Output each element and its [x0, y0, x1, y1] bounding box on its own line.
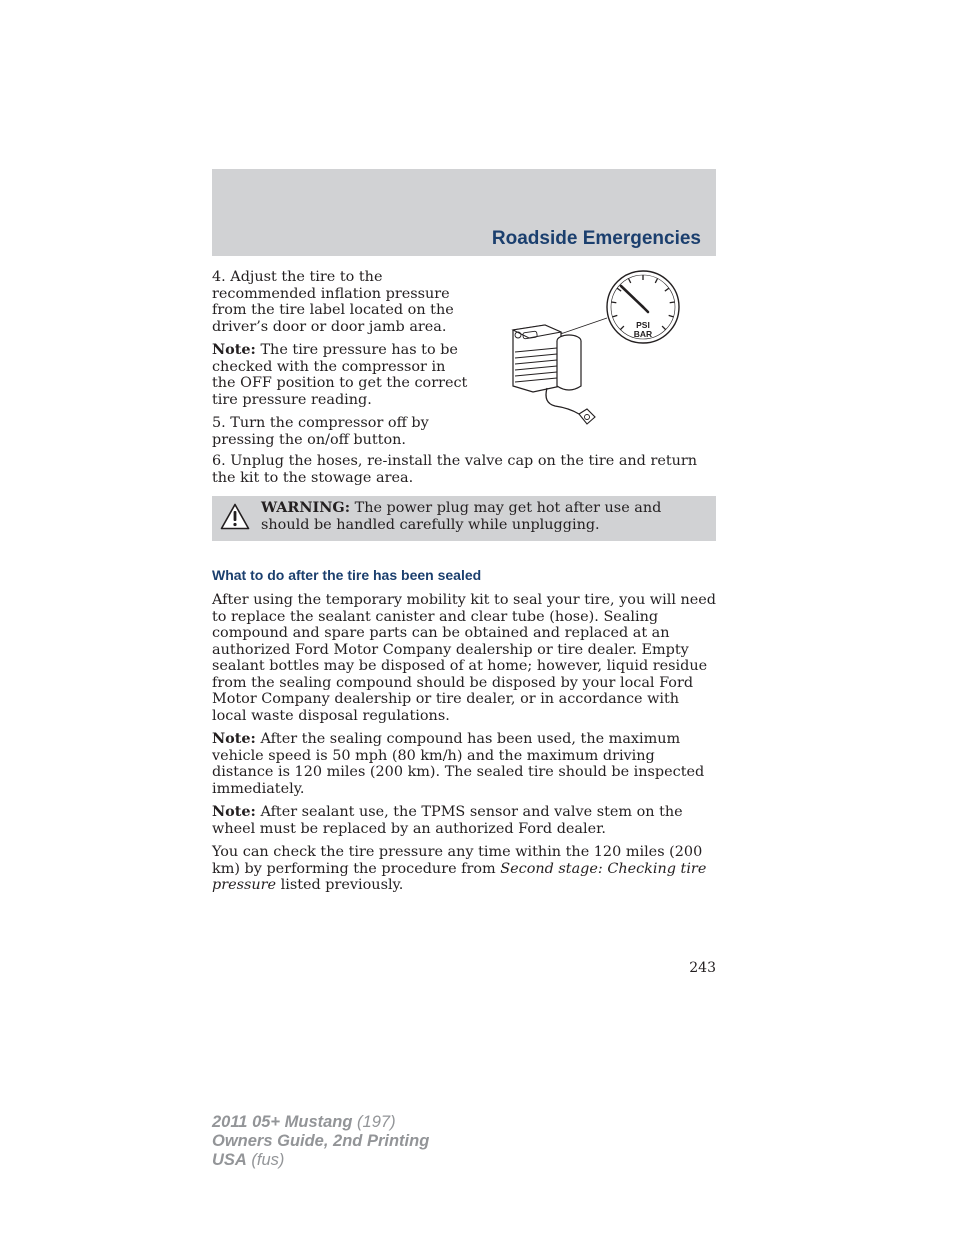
compressor-illustration-svg	[503, 268, 683, 430]
step-6: 6. Unplug the hoses, re-install the valve cap on the tire and return the kit to the stowage area.	[212, 453, 698, 486]
gauge-tick	[611, 302, 616, 303]
paragraph-replace-sealant: After using the temporary mobility kit to seal your tire, you will need to replace the sealant canister and clear tube (hose). Sealing compound and spare parts can be obtained and replaced at an authorized Ford Motor Company dealership or tire dealer. Empty sealant bottles may be disposed of at home; however, liquid residue from the sealing compound should be disposed by your local Ford Motor Company dealership or tire dealer, or in accordance with local waste disposal regulations.	[212, 592, 717, 724]
gauge-tick	[670, 302, 675, 303]
step-4: 4. Adjust the tire to the recommended inflation pressure from the tire label located on the driver’s door or door jamb area.	[212, 269, 454, 335]
cross-reference: Second stage: Checking tire pressure	[212, 860, 707, 893]
note-text: The tire pressure has to be checked with the compressor in the OFF position to get the correct tire pressure reading.	[212, 342, 468, 408]
steps-column	[212, 269, 472, 455]
footer-market: USA	[212, 1151, 247, 1169]
note-compressor-off	[212, 342, 472, 408]
footer-market-code: (fus)	[246, 1151, 285, 1169]
section-body	[212, 592, 716, 901]
note-text: After the sealing compound has been used, the maximum vehicle speed is 50 mph (80 km/h) and the maximum driving distance is 120 miles (200 km). The sealed tire should be inspected immediately.	[212, 731, 705, 797]
warning-triangle-icon	[220, 503, 250, 530]
footer-model: 2011 05+ Mustang	[212, 1113, 353, 1131]
warning-box	[212, 496, 716, 541]
note-label: Note:	[212, 803, 256, 820]
footer-model-code: (197)	[352, 1113, 396, 1131]
footer-line-2: Owners Guide, 2nd Printing	[212, 1132, 430, 1150]
paragraph-check-pressure	[212, 844, 716, 894]
step-6-block	[212, 453, 716, 493]
warning-label: WARNING:	[261, 499, 351, 516]
paragraph-text: listed previously.	[276, 877, 404, 893]
footer-line-3	[212, 1151, 429, 1170]
warning-body: The power plug may get hot after use and should be handled carefully while unplugging.	[261, 500, 662, 533]
paragraph-text: You can check the tire pressure any time within the 120 miles (200 km) by performing the procedure from	[212, 844, 703, 877]
note-label: Note:	[212, 341, 256, 358]
footer-line-1	[212, 1113, 429, 1132]
section-title: Roadside Emergencies	[491, 228, 701, 249]
note-tpms	[212, 804, 716, 837]
gauge-label-psi: PSI	[636, 320, 650, 330]
step-5: 5. Turn the compressor off by pressing the on/off button.	[212, 415, 429, 448]
note-text: After sealant use, the TPMS sensor and valve stem on the wheel must be replaced by an authorized Ford dealer.	[212, 804, 683, 837]
section-header-band	[212, 169, 716, 256]
gauge-label-bar: BAR	[633, 329, 653, 339]
document-footer	[212, 1113, 429, 1170]
page-number: 243	[689, 960, 716, 976]
compressor-gauge-illustration	[503, 268, 683, 430]
section-heading: What to do after the tire has been sealed	[212, 567, 482, 583]
warning-text	[261, 500, 701, 533]
note-max-speed	[212, 731, 716, 797]
note-label: Note:	[212, 730, 256, 747]
